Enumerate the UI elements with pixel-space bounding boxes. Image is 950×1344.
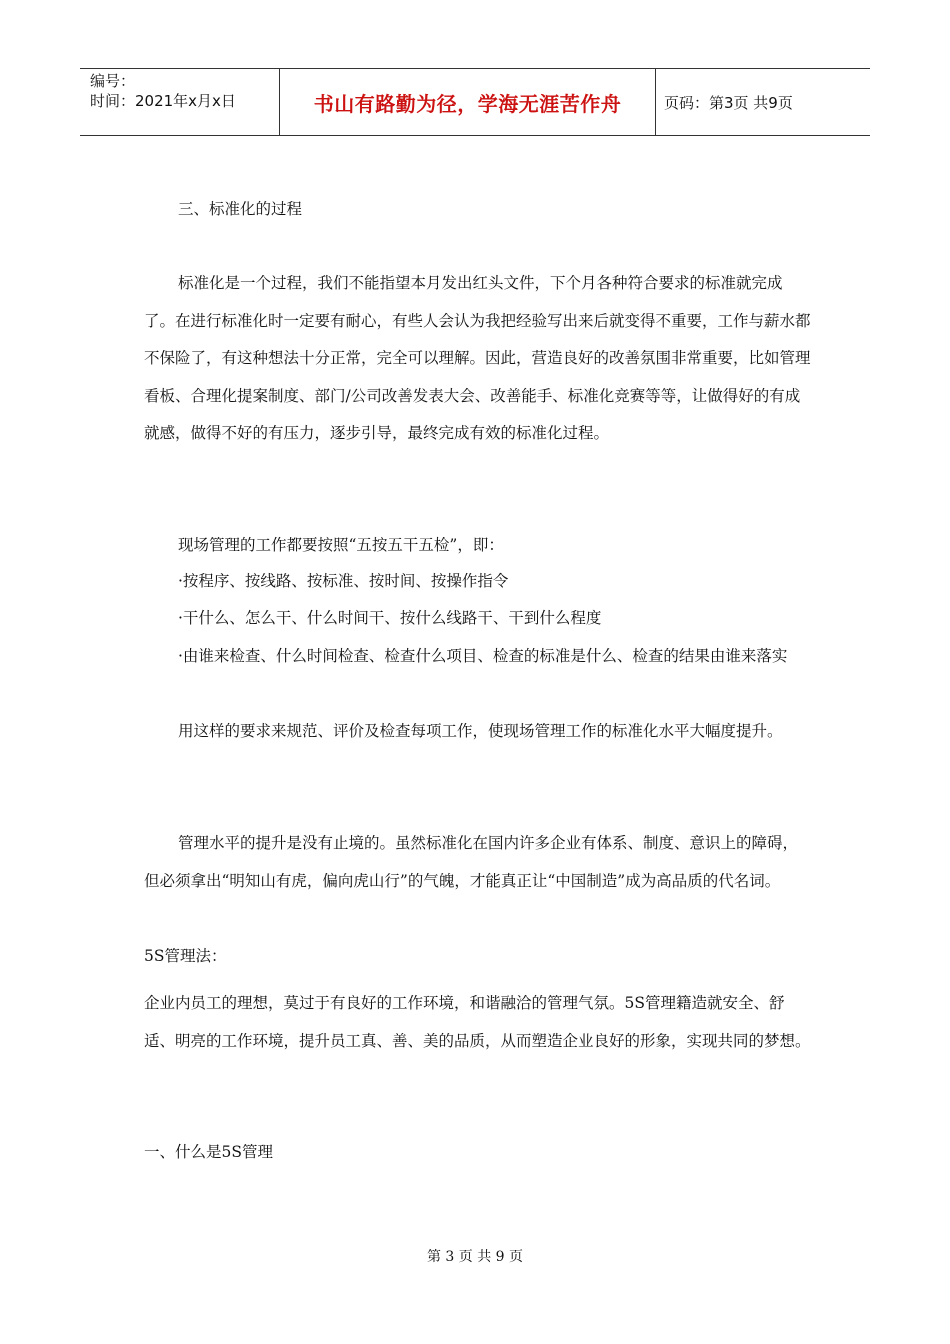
document-header [80, 68, 870, 136]
bullet-item-3: ·由谁来检查、什么时间检查、检查什么项目、检查的标准是什么、检查的结果由谁来落实 [178, 647, 788, 665]
page-label: 页码：第3页 共9页 [664, 93, 793, 112]
paragraph-standardization: 标准化是一个过程，我们不能指望本月发出红头文件，下个月各种符合要求的标准就完成了。在进行标准化时一定要有耐心，有些人会认为我把经验写出来后就变得不重要，工作与薪水都不保险了，有这种想法十分正常，完全可以理解。因此，营造良好的改善氛围非常重要，比如管理看板、合理化提案制度、部门/公司改善发表大会、改善能手、标准化竞赛等等，让做得好的有成就感，做得不好的有压力，逐步引导，最终完成有效的标准化过程。 [144, 274, 811, 442]
time-label: 时间：2021年x月x日 [90, 92, 236, 110]
section-title: 三、标准化的过程 [178, 200, 303, 218]
page-footer: 第 3 页 共 9 页 [426, 1249, 524, 1265]
paragraph-5s-intro: 企业内员工的理想，莫过于有良好的工作环境，和谐融洽的管理气氛。5S管理籍造就安全、舒适、明亮的工作环境，提升员工真、善、美的品质，从而塑造企业良好的形象，实现共同的梦想。 [144, 994, 811, 1050]
heading-5s: 5S管理法： [144, 947, 227, 965]
header-page-cell [656, 69, 870, 135]
paragraph-five-rules: 现场管理的工作都要按照“五按五干五检”，即： [178, 536, 504, 554]
heading-what-is-5s: 一、什么是5S管理 [144, 1143, 273, 1161]
motto-text: 书山有路勤为径，学海无涯苦作舟 [313, 91, 622, 116]
bullet-item-1: ·按程序、按线路、按标准、按时间、按操作指令 [178, 572, 509, 590]
header-meta-cell [80, 69, 280, 135]
bullet-item-2: ·干什么、怎么干、什么时间干、按什么线路干、干到什么程度 [178, 609, 602, 627]
paragraph-requirements: 用这样的要求来规范、评价及检查每项工作，使现场管理工作的标准化水平大幅度提升。 [178, 722, 783, 740]
paragraph-management-level: 管理水平的提升是没有止境的。虽然标准化在国内许多企业有体系、制度、意识上的障碍，但必须拿出“明知山有虎，偏向虎山行”的气魄，才能真正让“中国制造”成为高品质的代名词。 [144, 834, 799, 890]
header-motto-cell [280, 69, 656, 135]
number-label: 编号： [90, 72, 136, 90]
